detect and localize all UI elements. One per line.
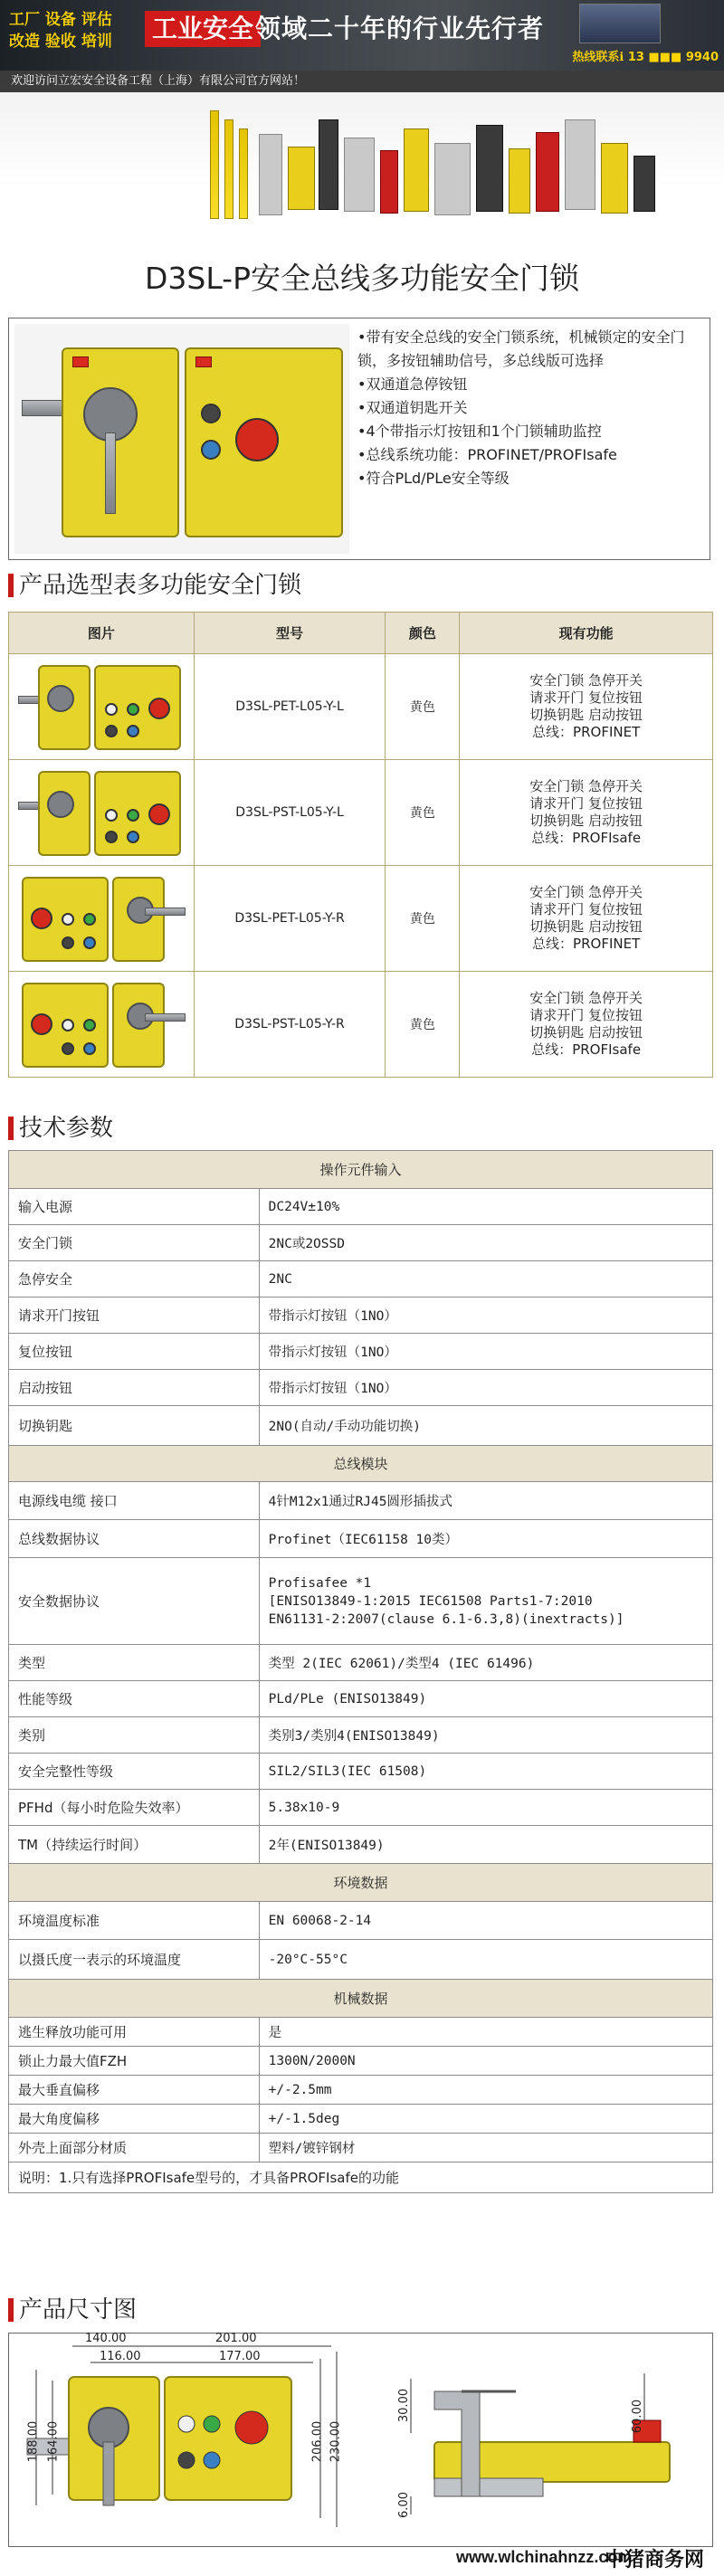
spec-label: 请求开门按钮 — [9, 1298, 260, 1334]
spec-value: 2NO(自动/手动功能切换) — [259, 1406, 712, 1446]
spec-group-title: 操作元件输入 — [9, 1151, 713, 1189]
spec-row — [9, 1790, 713, 1826]
spec-group-row — [9, 1980, 713, 2018]
device-image — [288, 147, 315, 210]
product-thumbnail — [9, 866, 195, 972]
device-image — [434, 143, 471, 215]
dim-label: 230.00 — [329, 2420, 343, 2463]
dims-heading — [8, 2295, 716, 2325]
dim-label: 164.00 — [46, 2420, 61, 2463]
banner-brand: 工业安全 — [145, 11, 261, 47]
spec-value: 类型 2(IEC 62061)/类型4 (IEC 61496) — [259, 1645, 712, 1681]
spec-label: 外壳上面部分材质 — [9, 2134, 260, 2163]
spec-row — [9, 2134, 713, 2163]
model-cell: D3SL-PET-L05-Y-R — [194, 866, 386, 972]
selection-heading — [8, 570, 716, 601]
spec-label: 锁止力最大值FZH — [9, 2047, 260, 2076]
spec-value: 塑料/镀锌钢材 — [259, 2134, 712, 2163]
tech-heading-text: 技术参数 — [19, 1115, 114, 1142]
spec-row — [9, 1482, 713, 1520]
model-cell: D3SL-PST-L05-Y-R — [194, 972, 386, 1078]
table-row — [9, 760, 713, 866]
device-image — [536, 132, 559, 212]
spec-value: SIL2/SIL3(IEC 61508) — [259, 1754, 712, 1790]
table-row — [9, 972, 713, 1078]
spec-value: Profisafee *1 [ENISO13849-1:2015 IEC61508 Parts1-7:2010 EN61131-2:2007(clause 6.1-6.3,8)(inextracts)] — [259, 1558, 712, 1645]
feature-item: •双通道急停铵钮 — [357, 375, 468, 393]
table-row — [9, 866, 713, 972]
spec-row — [9, 1902, 713, 1940]
device-image — [509, 148, 530, 214]
spec-label: 输入电源 — [9, 1189, 260, 1225]
spec-label: 总线数据协议 — [9, 1520, 260, 1558]
dim-label: 6.00 — [396, 2492, 411, 2518]
color-cell: 黄色 — [386, 972, 460, 1078]
color-cell: 黄色 — [386, 654, 460, 760]
banner-machine-image — [579, 4, 661, 43]
spec-note: 说明：1.只有选择PROFIsafe型号的，才具备PROFIsafe的功能 — [9, 2163, 713, 2193]
spec-value: +/-2.5mm — [259, 2076, 712, 2105]
welcome-bar: 欢迎访问立宏安全设备工程（上海）有限公司官方网站！ — [0, 71, 724, 92]
spec-value: DC24V±10% — [259, 1189, 712, 1225]
dim-label: 30.00 — [397, 2388, 412, 2423]
color-cell: 黄色 — [386, 760, 460, 866]
device-image — [634, 156, 655, 212]
device-image — [404, 128, 429, 212]
spec-row — [9, 1370, 713, 1406]
spec-label: 急停安全 — [9, 1261, 260, 1298]
spec-value: 4针M12x1通过RJ45圆形插拔式 — [259, 1482, 712, 1520]
spec-value: 5.38x10-9 — [259, 1790, 712, 1826]
col-header-color: 颜色 — [386, 613, 460, 654]
spec-row — [9, 2047, 713, 2076]
light-curtain-image — [210, 110, 219, 219]
spec-value: 是 — [259, 2018, 712, 2047]
spec-label: 电源线电缆 接口 — [9, 1482, 260, 1520]
door-lock-image — [14, 324, 349, 554]
color-cell: 黄色 — [386, 866, 460, 972]
spec-label: 安全数据协议 — [9, 1558, 260, 1645]
spec-value: -20°C-55°C — [259, 1940, 712, 1980]
table-row — [9, 654, 713, 760]
spec-row — [9, 2105, 713, 2134]
spec-group-row — [9, 1151, 713, 1189]
product-thumbnail — [9, 654, 195, 760]
feature-item: •符合PLd/PLe安全等级 — [357, 470, 510, 487]
spec-note-row — [9, 2163, 713, 2193]
spec-row — [9, 1520, 713, 1558]
spec-label: 逃生释放功能可用 — [9, 2018, 260, 2047]
spec-group-title: 总线模块 — [9, 1446, 713, 1482]
dim-label: 188.00 — [26, 2420, 41, 2463]
spec-group-title: 机械数据 — [9, 1980, 713, 2018]
spec-value: 带指示灯按钮（1NO） — [259, 1298, 712, 1334]
spec-label: 切换钥匙 — [9, 1406, 260, 1446]
spec-label: 安全门锁 — [9, 1225, 260, 1261]
dim-label: 177.00 — [219, 2350, 261, 2363]
light-curtain-image — [224, 119, 233, 219]
spec-label: 环境温度标准 — [9, 1902, 260, 1940]
col-header-image: 图片 — [9, 613, 195, 654]
page-title: D3SL-P安全总线多功能安全门锁 — [145, 261, 579, 296]
spec-value: EN 60068-2-14 — [259, 1902, 712, 1940]
functions-cell: 安全门锁 急停开关 请求开门 复位按钮 切换钥匙 启动按钮 总线：PROFIsafe — [460, 760, 713, 866]
device-image — [319, 119, 338, 210]
model-cell: D3SL-PST-L05-Y-L — [194, 760, 386, 866]
spec-group-row — [9, 1446, 713, 1482]
device-image — [476, 125, 503, 212]
spec-row — [9, 1225, 713, 1261]
dimension-drawing-svg — [9, 2334, 714, 2548]
dim-label: 60.00 — [631, 2399, 645, 2434]
watermark-site-name: 中猪商务网 — [605, 2549, 705, 2571]
device-image — [259, 134, 282, 215]
spec-label: TM（持续运行时间） — [9, 1826, 260, 1864]
feature-item: •总线系统功能：PROFINET/PROFIsafe — [357, 446, 617, 463]
spec-value: 2NC — [259, 1261, 712, 1298]
dimension-drawing — [8, 2333, 713, 2547]
spec-value: 2年(ENISO13849) — [259, 1826, 712, 1864]
functions-cell: 安全门锁 急停开关 请求开门 复位按钮 切换钥匙 启动按钮 总线：PROFINET — [460, 654, 713, 760]
spec-row — [9, 1558, 713, 1645]
col-header-model: 型号 — [194, 613, 386, 654]
spec-row — [9, 1717, 713, 1754]
spec-row — [9, 1334, 713, 1370]
product-collage-image — [0, 92, 724, 230]
feature-list — [357, 326, 706, 490]
tech-heading — [8, 1113, 716, 1144]
functions-cell: 安全门锁 急停开关 请求开门 复位按钮 切换钥匙 启动按钮 总线：PROFIsafe — [460, 972, 713, 1078]
product-intro — [8, 318, 710, 560]
spec-value: 带指示灯按钮（1NO） — [259, 1370, 712, 1406]
selection-table — [8, 612, 713, 1078]
spec-label: 最大角度偏移 — [9, 2105, 260, 2134]
feature-item: •双通道钥匙开关 — [357, 399, 468, 416]
spec-label: 安全完整性等级 — [9, 1754, 260, 1790]
spec-value: 1300N/2000N — [259, 2047, 712, 2076]
spec-value: 2NC或2OSSD — [259, 1225, 712, 1261]
model-cell: D3SL-PET-L05-Y-L — [194, 654, 386, 760]
spec-label: 类型 — [9, 1645, 260, 1681]
dims-heading-text: 产品尺寸图 — [19, 2296, 138, 2324]
spec-value: 类别3/类别4(ENISO13849) — [259, 1717, 712, 1754]
table-header-row — [9, 613, 713, 654]
device-image — [601, 143, 628, 214]
spec-label: 最大垂直偏移 — [9, 2076, 260, 2105]
spec-row — [9, 1754, 713, 1790]
tech-spec-table — [8, 1150, 713, 2193]
spec-value: Profinet（IEC61158 10类） — [259, 1520, 712, 1558]
spec-group-row — [9, 1864, 713, 1902]
device-image — [380, 150, 398, 214]
header-banner — [0, 0, 724, 71]
spec-label: 启动按钮 — [9, 1370, 260, 1406]
spec-label: PFHd（每小时危险失效率） — [9, 1790, 260, 1826]
spec-row — [9, 1298, 713, 1334]
device-image — [565, 119, 595, 210]
product-thumbnail — [9, 972, 195, 1078]
spec-row — [9, 2018, 713, 2047]
spec-row — [9, 1826, 713, 1864]
spec-row — [9, 1189, 713, 1225]
spec-group-title: 环境数据 — [9, 1864, 713, 1902]
spec-value: PLd/PLe (ENISO13849) — [259, 1681, 712, 1717]
device-image — [344, 138, 375, 212]
spec-row — [9, 1406, 713, 1446]
light-curtain-image — [239, 128, 248, 219]
dim-label: 201.00 — [215, 2332, 257, 2345]
product-photo — [14, 324, 349, 554]
spec-row — [9, 1645, 713, 1681]
banner-service-slogan — [9, 9, 145, 52]
feature-item: •4个带指示灯按钮和1个门锁辅助监控 — [357, 423, 602, 440]
spec-row — [9, 1940, 713, 1980]
spec-row — [9, 1681, 713, 1717]
spec-label: 以摄氏度一表示的环境温度 — [9, 1940, 260, 1980]
selection-heading-text: 产品选型表多功能安全门锁 — [19, 572, 302, 599]
spec-label: 性能等级 — [9, 1681, 260, 1717]
product-thumbnail — [9, 760, 195, 866]
footer-watermark — [0, 2543, 724, 2576]
banner-hotline: 热线联系ℹ︎ 13 ■■■ 9940 — [572, 51, 719, 64]
spec-label: 复位按钮 — [9, 1334, 260, 1370]
spec-value: +/-1.5deg — [259, 2105, 712, 2134]
dim-label: 140.00 — [85, 2332, 127, 2345]
spec-row — [9, 2076, 713, 2105]
col-header-functions: 现有功能 — [460, 613, 713, 654]
banner-slogan-line-1: 工厂 设备 评估 — [9, 11, 112, 29]
watermark-url[interactable]: www.wlchinahnzz.com — [456, 2548, 633, 2566]
spec-row — [9, 1261, 713, 1298]
feature-item: •带有安全总线的安全门锁系统，机械锁定的安全门锁，多按钮辅助信号，多总线版可选择 — [357, 328, 685, 369]
spec-label: 类别 — [9, 1717, 260, 1754]
functions-cell: 安全门锁 急停开关 请求开门 复位按钮 切换钥匙 启动按钮 总线：PROFINET — [460, 866, 713, 972]
spec-value: 带指示灯按钮（1NO） — [259, 1334, 712, 1370]
dim-label: 206.00 — [310, 2420, 325, 2463]
dim-label: 116.00 — [100, 2350, 141, 2363]
banner-slogan: 领域二十年的行业先行者 — [255, 14, 545, 43]
banner-slogan-line-2: 改造 验收 培训 — [9, 33, 112, 51]
